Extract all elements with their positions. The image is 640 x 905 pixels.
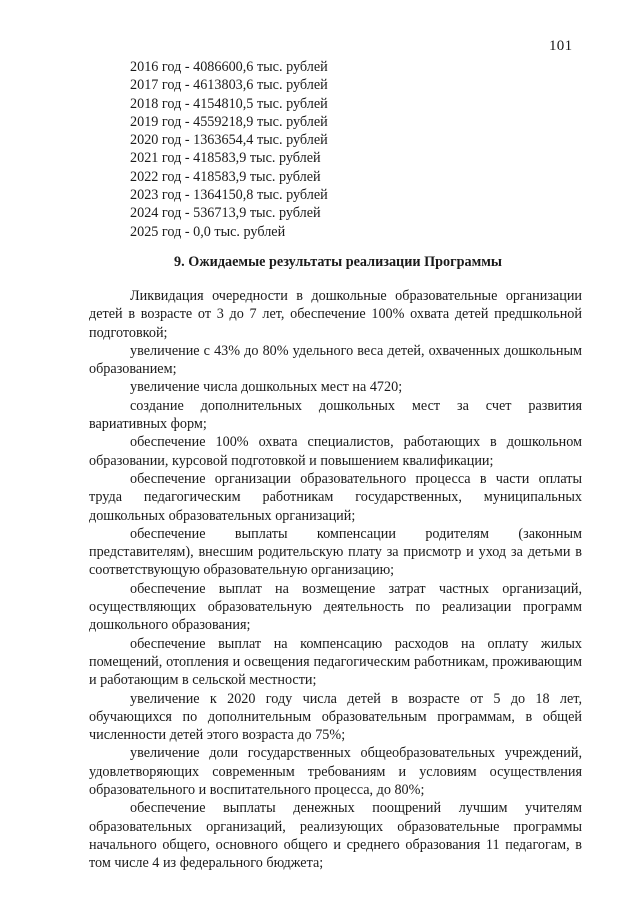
result-paragraph: увеличение числа дошкольных мест на 4720; [130,379,403,396]
result-paragraph: обеспечение выплаты денежных поощрений лучшим учителям образовательных организаций, реализующих образовательные программы начального общего, основного общего и среднего образования 11 педагогам, в том числе 4 из федерального бюджета; [89,800,582,872]
result-paragraph: обеспечение выплаты компенсации родителям (законным представителям), внесшим родительскую плату за присмотр и уход за детьми в соответствующую образовательную организацию; [89,525,582,579]
result-paragraph: увеличение к 2020 году числа детей в возрасте от 5 до 18 лет, обучающихся по дополнительным образовательным программам, в общей численности детей этого возраста до 75%; [89,690,582,744]
section-heading: 9. Ожидаемые результаты реализации Программы [174,254,502,270]
funding-line: 2025 год - 0,0 тыс. рублей [130,223,286,240]
result-paragraph: Ликвидация очередности в дошкольные образовательные организации детей в возрасте от 3 до 7 лет, обеспечение 100% охвата детей предшкольной подготовкой; [89,288,582,341]
result-paragraph: обеспечение организации образовательного процесса в части оплаты труда педагогическим работникам государственных, муниципальных дошкольных образовательных организаций; [89,470,582,524]
expected-results-body [89,287,582,873]
funding-line: 2020 год - 1363654,4 тыс. рублей [130,132,328,149]
funding-line: 2018 год - 4154810,5 тыс. рублей [130,95,328,112]
funding-line: 2022 год - 418583,9 тыс. рублей [130,168,321,185]
result-paragraph: увеличение доли государственных общеобразовательных учреждений, удовлетворяющих современным требованиям и условиям осуществления образовательного и воспитательного процесса, до 80%; [89,745,582,799]
result-paragraph: обеспечение выплат на возмещение затрат частных организаций, осуществляющих образовательную деятельность по реализации программ дошкольного образования; [89,580,582,634]
result-paragraph: создание дополнительных дошкольных мест за счет развития вариативных форм; [89,397,582,433]
funding-line: 2021 год - 418583,9 тыс. рублей [130,150,321,167]
page-number: 101 [549,38,573,54]
funding-line: 2024 год - 536713,9 тыс. рублей [130,205,321,222]
funding-line: 2017 год - 4613803,6 тыс. рублей [130,77,328,94]
funding-line: 2019 год - 4559218,9 тыс. рублей [130,113,328,130]
result-paragraph: обеспечение выплат на компенсацию расходов на оплату жилых помещений, отопления и освещения педагогическим работникам, проживающим и работающим в сельской местности; [89,635,582,689]
funding-line: 2023 год - 1364150,8 тыс. рублей [130,187,328,204]
result-paragraph: увеличение с 43% до 80% удельного веса детей, охваченных дошкольным образованием; [89,342,582,378]
funding-by-year-list [130,58,328,241]
funding-line: 2016 год - 4086600,6 тыс. рублей [130,59,328,75]
result-paragraph: обеспечение 100% охвата специалистов, работающих в дошкольном образовании, курсовой подготовкой и повышением квалификации; [89,434,582,469]
